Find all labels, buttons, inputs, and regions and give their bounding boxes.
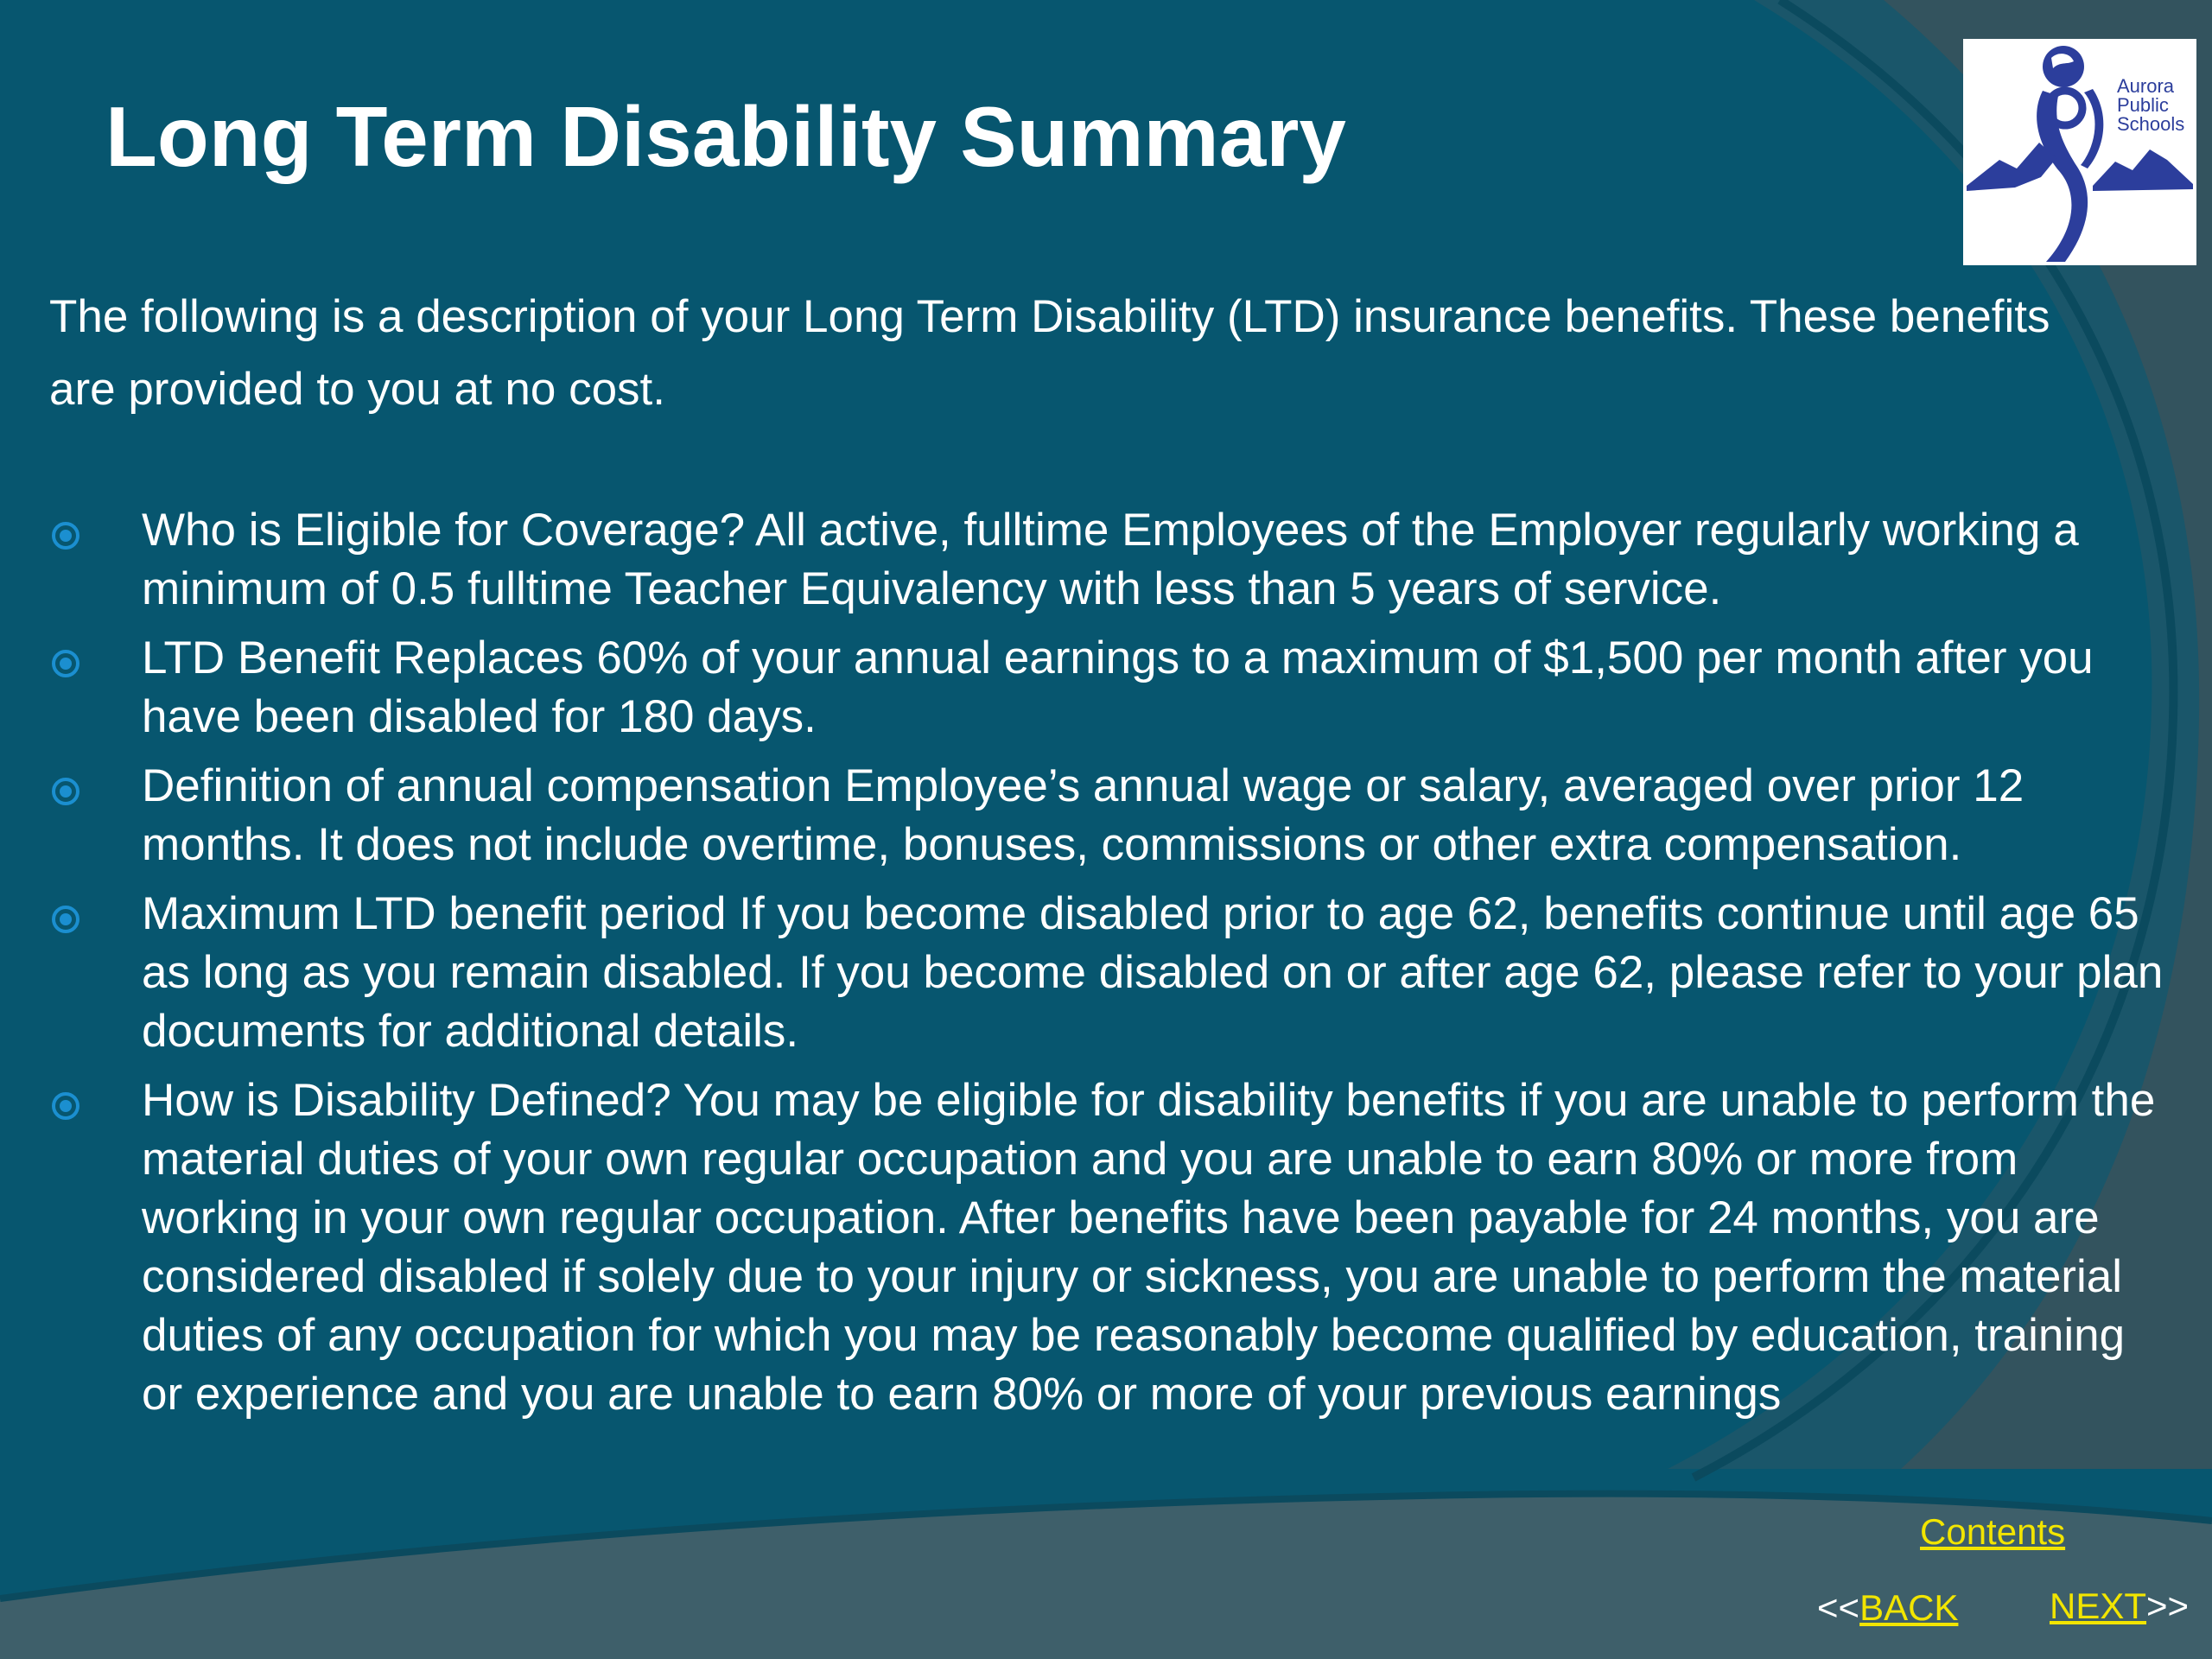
next-nav bbox=[2050, 1585, 2189, 1628]
logo-text-line2: Public bbox=[2117, 94, 2169, 116]
bullet-circle-icon bbox=[50, 520, 81, 551]
next-link[interactable]: NEXT bbox=[2050, 1586, 2147, 1626]
list-item bbox=[50, 885, 2176, 1061]
slide-title: Long Term Disability Summary bbox=[105, 89, 1346, 184]
mountain-left-icon bbox=[1967, 143, 2056, 191]
bullet-circle-icon bbox=[50, 904, 81, 935]
bullet-text: How is Disability Defined? You may be eligible for disability benefits if you are unable to perform the material duties of your own regular occupation and you are unable to earn 80% or more from working in your own regular occupation. After benefits have been payable for 24 months, you are considered disabled if solely due to your injury or sickness, you are unable to perform the material duties of any occupation for which you may be reasonably become qualified by education, training or experience and you are unable to earn 80% or more of your previous earnings bbox=[142, 1075, 2156, 1420]
next-arrows: >> bbox=[2146, 1586, 2190, 1626]
back-nav bbox=[1817, 1586, 1958, 1630]
bullet-text: Definition of annual compensation Employee’s annual wage or salary, averaged over prior 12 months. It does not include overtime, bonuses, commissions or other extra compensation. bbox=[142, 760, 2024, 870]
intro-paragraph: The following is a description of your Long Term Disability (LTD) insurance benefits. These benefits are provided to you at no cost. bbox=[49, 291, 2050, 415]
bullet-circle-icon bbox=[50, 776, 81, 807]
contents-link[interactable]: Contents bbox=[1920, 1511, 2066, 1552]
bullet-circle-icon bbox=[50, 648, 81, 679]
list-item bbox=[50, 1071, 2176, 1424]
bullet-circle-icon bbox=[50, 1090, 81, 1122]
back-link[interactable]: BACK bbox=[1859, 1587, 1959, 1628]
school-logo bbox=[1963, 39, 2196, 265]
logo-text-line1: Aurora bbox=[2117, 75, 2175, 97]
list-item bbox=[50, 501, 2176, 619]
logo-text-line3: Schools bbox=[2117, 113, 2185, 135]
list-item bbox=[50, 757, 2176, 874]
bullet-text: Maximum LTD benefit period If you become disabled prior to age 62, benefits continue until age 65 as long as you remain disabled. If you become disabled on or after age 62, please refer to your plan documents for additional details. bbox=[142, 888, 2164, 1057]
list-item bbox=[50, 629, 2176, 747]
benefit-list bbox=[50, 501, 2176, 1434]
bullet-text: LTD Benefit Replaces 60% of your annual earnings to a maximum of $1,500 per month after you have been disabled for 180 days. bbox=[142, 632, 2094, 742]
logo-graphic bbox=[1963, 39, 2196, 265]
globe-icon bbox=[2043, 46, 2084, 87]
back-arrows: << bbox=[1817, 1587, 1860, 1628]
contents-nav bbox=[1920, 1510, 2065, 1554]
bullet-text: Who is Eligible for Coverage? All active, fulltime Employees of the Employer regularly working a minimum of 0.5 fulltime Teacher Equivalency with less than 5 years of service. bbox=[142, 505, 2079, 614]
mountain-right-icon bbox=[2093, 149, 2193, 191]
